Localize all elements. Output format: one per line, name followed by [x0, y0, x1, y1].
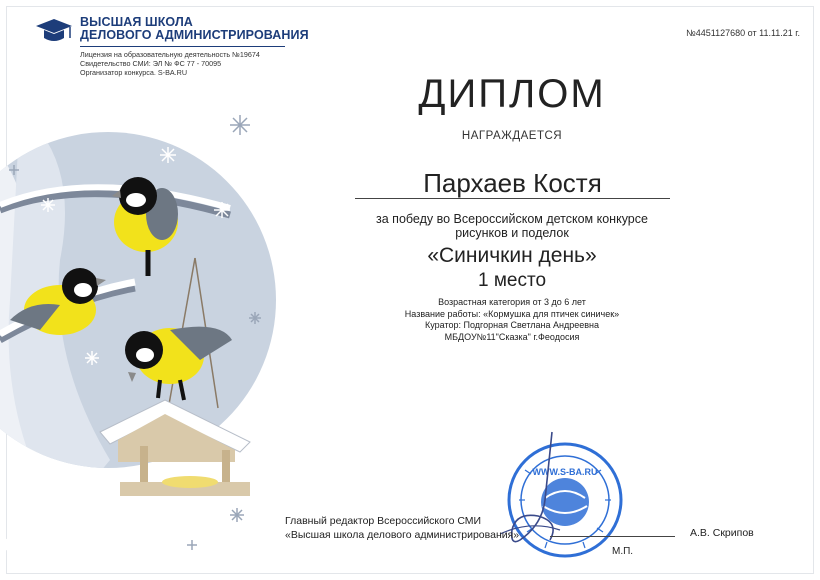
signature-line: [550, 536, 675, 537]
award-reason: [320, 212, 704, 240]
branch-bottom: [0, 526, 95, 548]
signer-title-line2: «Высшая школа делового администрирования»: [285, 529, 520, 541]
graduation-cap-icon: [34, 16, 74, 46]
award-reason-line1: за победу во Всероссийском детском конкурсе: [376, 212, 648, 226]
stamp-text: WWW.S-BA.RU: [532, 467, 598, 477]
org-name-line1: ВЫСШАЯ ШКОЛА: [80, 15, 193, 29]
awarded-caption: НАГРАЖДАЕТСЯ: [461, 130, 563, 142]
logo-divider: [80, 46, 285, 47]
document-number: №4451127680 от 11.11.21 г.: [686, 28, 800, 38]
award-reason-line2: рисунков и поделок: [455, 226, 569, 240]
recipient-name: Пархаев Костя: [423, 168, 602, 198]
age-category: Возрастная категория от 3 до 6 лет: [438, 297, 586, 307]
winter-birds-illustration: [0, 0, 300, 580]
media-registration-text: Свидетельство СМИ: ЭЛ № ФС 77 - 70095: [80, 59, 222, 68]
signer-name: А.В. Скрипов: [690, 527, 754, 539]
contest-name: «Синичкин день»: [427, 244, 597, 267]
seal-label: М.П.: [612, 546, 634, 557]
org-name-line2: ДЕЛОВОГО АДМИНИСТРИРОВАНИЯ: [80, 28, 309, 42]
work-title: Название работы: «Кормушка для птичек синичек»: [404, 308, 620, 319]
institution: МБДОУ№11"Сказка" г.Феодосия: [444, 331, 580, 342]
participant-details: [320, 297, 704, 343]
place-result: 1 место: [477, 270, 547, 291]
name-underline: [355, 198, 670, 199]
organizer-text: Организатор конкурса. S-BA.RU: [80, 68, 188, 77]
license-text: Лицензия на образовательную деятельность №19674: [80, 50, 260, 59]
curator: Куратор: Подгорная Светлана Андреевна: [424, 320, 599, 330]
signer-title: [285, 514, 519, 542]
signer-title-line1: Главный редактор Всероссийского СМИ: [285, 515, 482, 527]
diploma-title: ДИПЛОМ: [418, 72, 606, 116]
organization-logo-block: [34, 16, 309, 77]
